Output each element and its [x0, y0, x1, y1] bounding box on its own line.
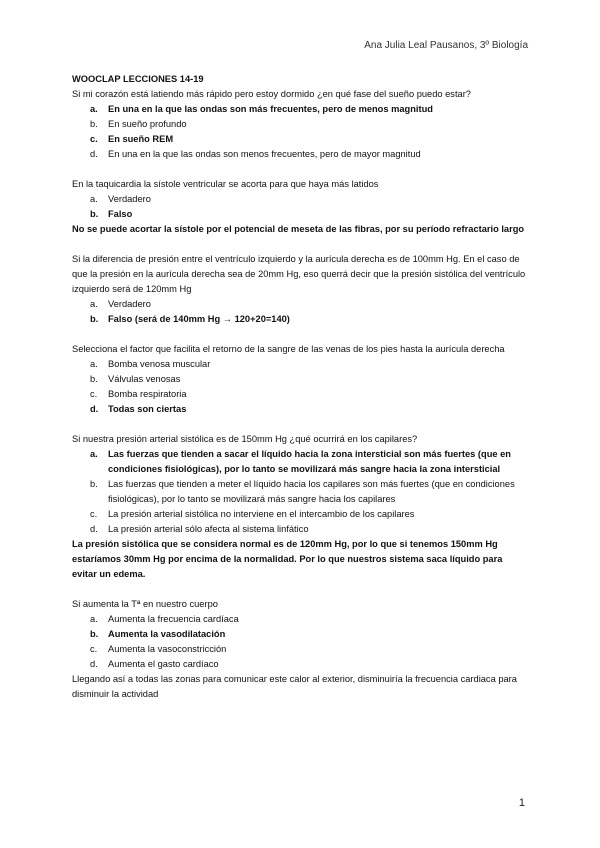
answer-option [72, 117, 528, 132]
answer-option [72, 402, 528, 417]
answer-option [72, 507, 528, 522]
option-marker: b. [90, 374, 98, 384]
answer-option [72, 612, 528, 627]
answer-option [72, 357, 528, 372]
question-text: En la taquicardia la sístole ventricular se acorta para que haya más latidos [72, 179, 379, 189]
document-title: WOOCLAP LECCIONES 14-19 [72, 74, 204, 84]
answer-options [72, 102, 528, 162]
answer-options [72, 357, 528, 417]
answer-options [72, 447, 528, 537]
option-text: Bomba venosa muscular [108, 359, 211, 369]
option-text: En sueño REM [108, 134, 174, 144]
answer-explanation: No se puede acortar la sístole por el potencial de meseta de las fibras, por su período refractario largo [72, 224, 525, 234]
document-body [72, 72, 528, 702]
question-spacer [72, 162, 528, 177]
answer-option [72, 207, 528, 222]
option-text: Aumenta la vasodilatación [108, 629, 226, 639]
answer-option [72, 447, 528, 477]
option-text: Falso [108, 209, 133, 219]
answer-option [72, 312, 528, 327]
option-marker: a. [90, 194, 98, 204]
question-spacer [72, 327, 528, 342]
question-spacer [72, 582, 528, 597]
option-text: La presión arterial sólo afecta al sistema linfático [108, 524, 309, 534]
option-text: Aumenta la vasoconstricción [108, 644, 227, 654]
question-text: Selecciona el factor que facilita el retorno de la sangre de las venas de los pies hasta la aurícula derecha [72, 344, 505, 354]
question-spacer [72, 417, 528, 432]
option-marker: a. [90, 104, 98, 114]
answer-option [72, 372, 528, 387]
answer-options [72, 612, 528, 672]
answer-option [72, 102, 528, 117]
question-text: Si mi corazón está latiendo más rápido pero estoy dormido ¿en qué fase del sueño puedo estar? [72, 89, 471, 99]
option-text: Verdadero [108, 299, 151, 309]
option-text: Verdadero [108, 194, 151, 204]
page-number: 1 [518, 797, 525, 809]
answer-options [72, 192, 528, 222]
answer-option [72, 642, 528, 657]
option-marker: d. [90, 149, 98, 159]
question-text: Si nuestra presión arterial sistólica es de 150mm Hg ¿qué ocurrirá en los capilares? [72, 434, 418, 444]
answer-option [72, 192, 528, 207]
option-text: Aumenta el gasto cardíaco [108, 659, 219, 669]
option-marker: b. [90, 314, 99, 324]
question-text: Si aumenta la Tª en nuestro cuerpo [72, 599, 218, 609]
option-marker: b. [90, 629, 99, 639]
option-marker: d. [90, 404, 99, 414]
answer-explanation: Llegando así a todas las zonas para comunicar este calor al exterior, disminuiría la frecuencia cardiaca para disminuir la actividad [72, 674, 517, 699]
option-marker: b. [90, 209, 99, 219]
option-text: Las fuerzas que tienden a meter el líquido hacia los capilares son más fuertes (que en condiciones fisiológicas), por lo tanto se movilizará más sangre hacia los capilares [108, 479, 515, 504]
answer-option [72, 297, 528, 312]
option-marker: c. [90, 134, 98, 144]
question-spacer [72, 237, 528, 252]
option-marker: d. [90, 524, 98, 534]
option-text: Aumenta la frecuencia cardíaca [108, 614, 239, 624]
option-text: Las fuerzas que tienden a sacar el líquido hacia la zona intersticial son más fuertes (que en condiciones fisiológicas), por lo tanto se movilizará más sangre hacia la zona intersticial [108, 449, 511, 474]
option-text: La presión arterial sistólica no interviene en el intercambio de los capilares [108, 509, 415, 519]
option-text: Válvulas venosas [108, 374, 181, 384]
option-text: Todas son ciertas [108, 404, 187, 414]
option-marker: a. [90, 359, 98, 369]
answer-option [72, 657, 528, 672]
answer-option [72, 522, 528, 537]
option-marker: a. [90, 614, 98, 624]
option-text: En una en la que las ondas son más frecuentes, pero de menos magnitud [108, 104, 433, 114]
option-text: En una en la que las ondas son menos frecuentes, pero de mayor magnitud [108, 149, 421, 159]
answer-option [72, 477, 528, 507]
option-marker: a. [90, 299, 98, 309]
option-marker: b. [90, 119, 98, 129]
option-marker: c. [90, 644, 98, 654]
answer-option [72, 627, 528, 642]
author-header: Ana Julia Leal Pausanos, 3º Biología [364, 40, 528, 51]
answer-explanation: La presión sistólica que se considera normal es de 120mm Hg, por lo que si tenemos 150mm Hg estaríamos 30mm Hg por encima de la normalidad. Por lo que nuestros sistema saca líquido para evitar un edema. [72, 539, 503, 579]
option-text: Bomba respiratoria [108, 389, 187, 399]
answer-option [72, 147, 528, 162]
option-marker: c. [90, 509, 98, 519]
answer-option [72, 132, 528, 147]
option-marker: a. [90, 449, 98, 459]
answer-option [72, 387, 528, 402]
option-text: Falso (será de 140mm Hg → 120+20=140) [108, 314, 290, 324]
option-marker: c. [90, 389, 98, 399]
option-marker: b. [90, 479, 98, 489]
option-text: En sueño profundo [108, 119, 187, 129]
option-marker: d. [90, 659, 98, 669]
answer-options [72, 297, 528, 327]
question-text: Si la diferencia de presión entre el ventrículo izquierdo y la aurícula derecha es de 100mm Hg. En el caso de que la presión en la aurícula derecha sea de 20mm Hg, eso querrá decir que la presión sistólica del ventrículo izquierdo será de 120mm Hg [72, 254, 526, 294]
